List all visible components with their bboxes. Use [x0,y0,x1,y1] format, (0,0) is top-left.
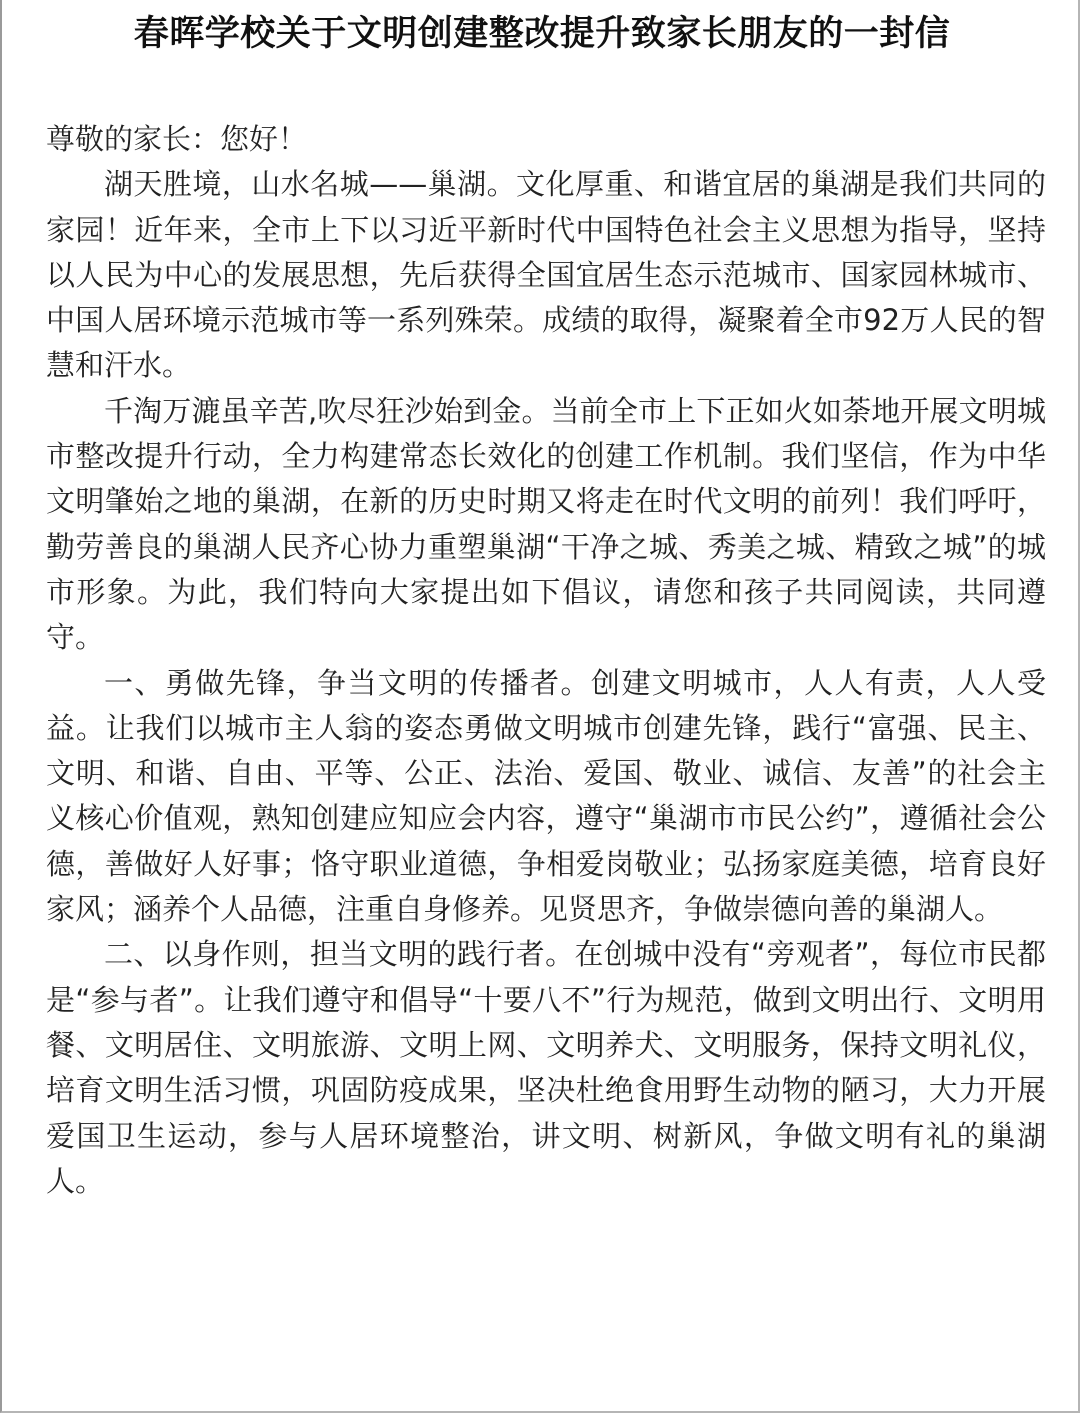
paragraph-initiative-2: 二、以身作则，担当文明的践行者。在创城中没有“旁观者”，每位市民都是“参与者”。让我们遵守和倡导“十要八不”行为规范，做到文明出行、文明用餐、文明居住、文明旅游、文明上网、文明养犬、文明服务，保持文明礼仪，培育文明生活习惯，巩固防疫成果，坚决杜绝食用野生动物的陋习，大力开展爱国卫生运动，参与人居环境整治，讲文明、树新风，争做文明有礼的巢湖人。 [46,937,1046,1198]
salutation: 尊敬的家长：您好！ [46,122,308,156]
letter-title: 春晖学校关于文明创建整改提升致家长朋友的一封信 [133,14,951,54]
paragraph-intro: 湖天胜境，山水名城——巢湖。文化厚重、和谐宜居的巢湖是我们共同的家园！近年来，全市上下以习近平新时代中国特色社会主义思想为指导，坚持以人民为中心的发展思想，先后获得全国宜居生态示范城市、国家园林城市、中国人居环境示范城市等一系列殊荣。成绩的取得，凝聚着全市92万人民的智慧和汗水。 [46,167,1046,383]
letter-body [46,117,1046,1204]
paragraph-initiative-1: 一、勇做先锋，争当文明的传播者。创建文明城市，人人有责，人人受益。让我们以城市主人翁的姿态勇做文明城市创建先锋，践行“富强、民主、文明、和谐、自由、平等、公正、法治、爱国、敬业、诚信、友善”的社会主义核心价值观，熟知创建应知应会内容，遵守“巢湖市市民公约”，遵循社会公德，善做好人好事；恪守职业道德，争相爱岗敬业；弘扬家庭美德，培育良好家风；涵养个人品德，注重自身修养。见贤思齐，争做崇德向善的巢湖人。 [46,665,1046,927]
paragraph-appeal: 千淘万漉虽辛苦,吹尽狂沙始到金。当前全市上下正如火如荼地开展文明城市整改提升行动，全力构建常态长效化的创建工作机制。我们坚信，作为中华文明肇始之地的巢湖，在新的历史时期又将走在时代文明的前列！我们呼吁，勤劳善良的巢湖人民齐心协力重塑巢湖“干净之城、秀美之城、精致之城”的城市形象。为此，我们特向大家提出如下倡议，请您和孩子共同阅读，共同遵守。 [46,393,1046,655]
